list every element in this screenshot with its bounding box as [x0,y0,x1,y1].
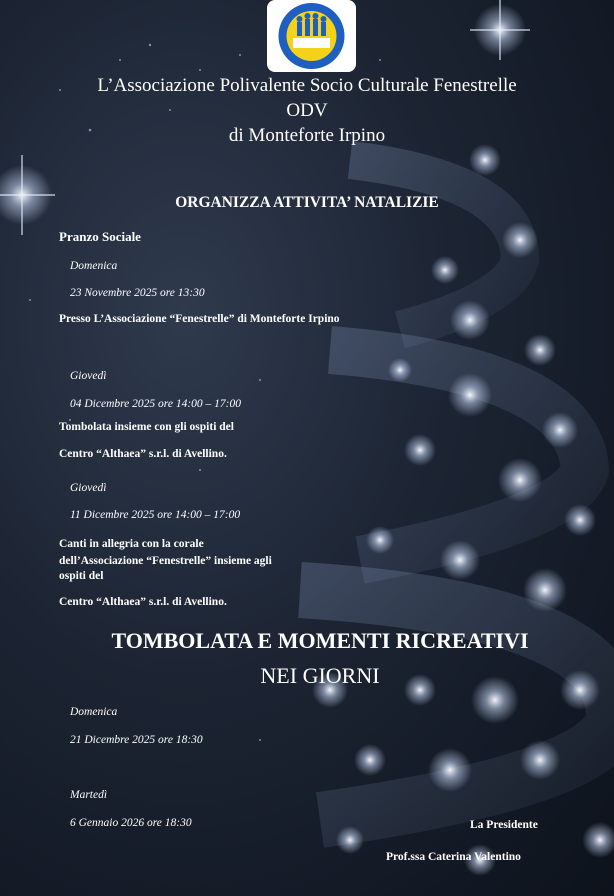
event2-desc-2: dell’Associazione “Fenestrelle” insieme agli [59,555,272,567]
association-logo-emblem [267,0,356,72]
pranzo-date: 23 Novembre 2025 ore 13:30 [70,287,205,299]
signature-role: La Presidente [470,819,538,831]
event2-date: 11 Dicembre 2025 ore 14:00 – 17:00 [70,509,241,521]
event1-desc-1: Tombolata insieme con gli ospiti del [59,421,234,433]
event1-desc-2: Centro “Althaea” s.r.l. di Avellino. [59,448,227,460]
event2-desc-3: ospiti del [59,570,104,582]
pranzo-day: Domenica [70,260,118,272]
header-line-2: ODV [286,100,328,121]
association-logo [267,0,356,72]
header-line-3: di Monteforte Irpino [228,125,386,146]
event1-date: 04 Dicembre 2025 ore 14:00 – 17:00 [70,398,241,410]
header-line-1: L’Associazione Polivalente Socio Culturale Fenestrelle [97,75,517,96]
pranzo-place: Presso L’Associazione “Fenestrelle” di Monteforte Irpino [59,313,340,325]
signature-name: Prof.ssa Caterina Valentino [386,851,521,863]
pranzo-title: Pranzo Sociale [59,229,141,244]
event2-desc-4: Centro “Althaea” s.r.l. di Avellino. [59,596,227,608]
event4-date: 6 Gennaio 2026 ore 18:30 [70,817,192,829]
event2-desc-1: Canti in allegria con la corale [59,538,204,550]
event2-day: Giovedì [70,482,107,494]
main-heading: ORGANIZZA ATTIVITA’ NATALIZIE [175,194,439,211]
tombolata-subheading: NEI GIORNI [260,663,380,688]
christmas-tree-spiral [300,160,614,820]
event1-day: Giovedì [70,370,107,382]
tombolata-heading: TOMBOLATA E MOMENTI RICREATIVI [111,628,529,653]
event4-day: Martedì [70,789,108,801]
event3-date: 21 Dicembre 2025 ore 18:30 [70,734,203,746]
event3-day: Domenica [70,706,118,718]
